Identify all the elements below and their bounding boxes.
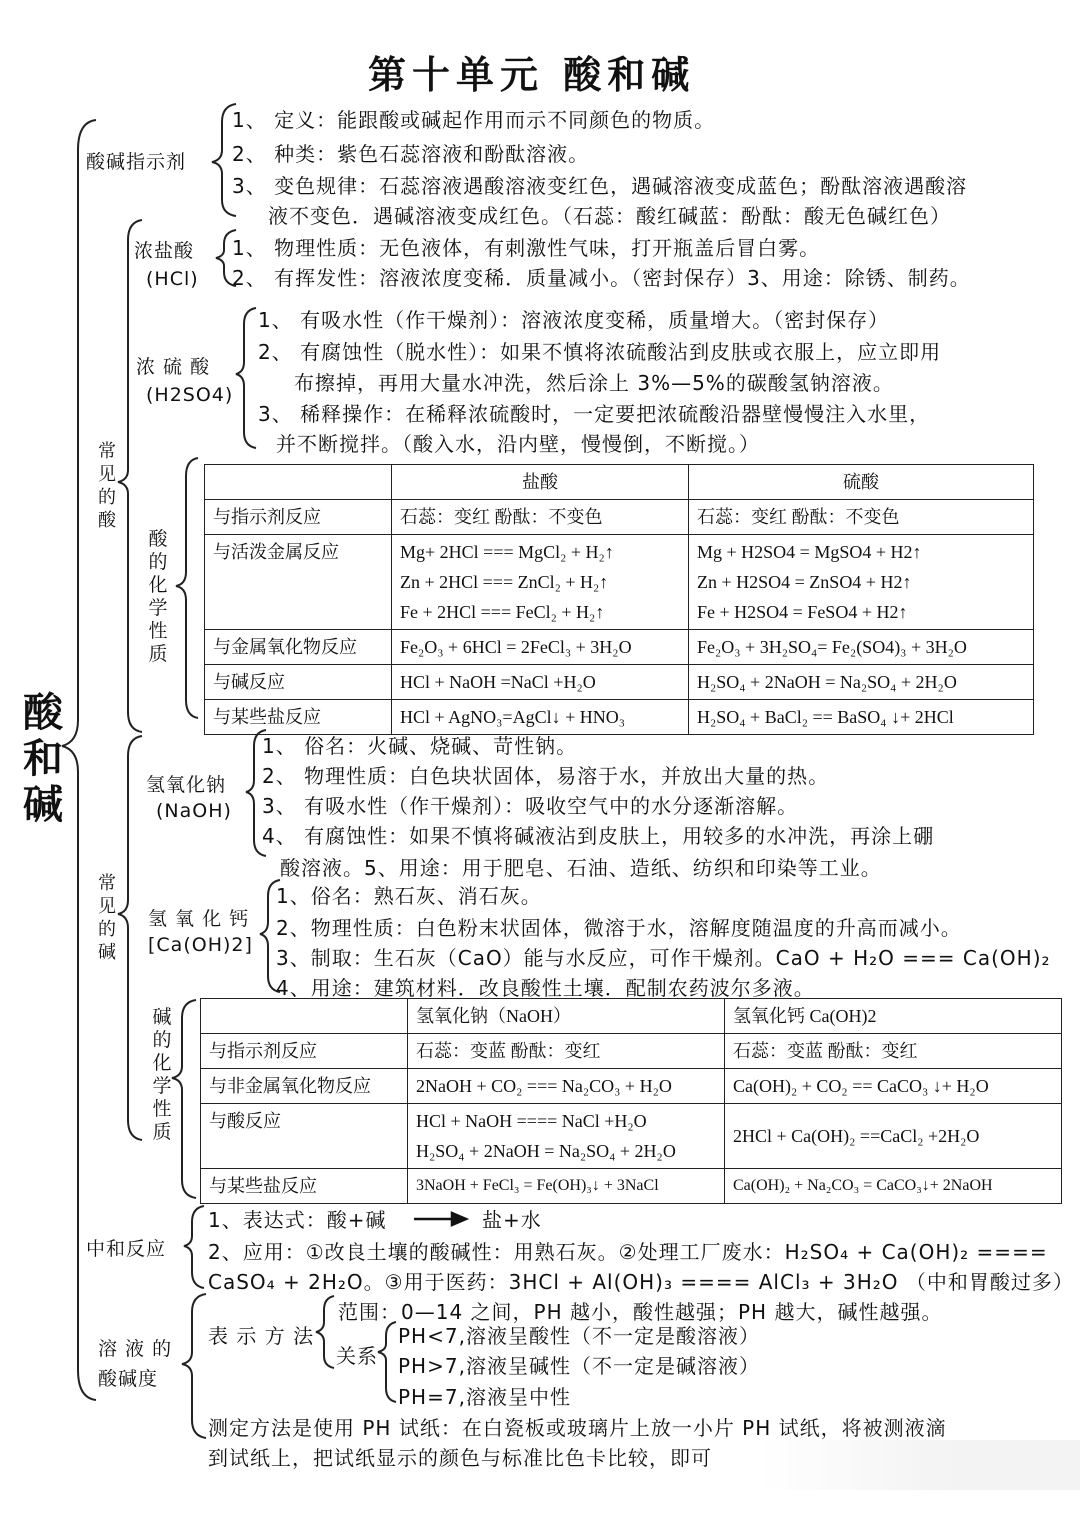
acid-chem-label: 酸的化学性质 bbox=[148, 528, 168, 665]
table-row bbox=[205, 500, 1034, 535]
h2so4-line: 2、 有腐蚀性（脱水性）：如果不慎将浓硫酸沾到皮肤或衣服上，应立即用 bbox=[258, 340, 942, 364]
table-cell: 与碱反应 bbox=[205, 665, 392, 700]
table-cell: 与某些盐反应 bbox=[201, 1169, 408, 1204]
table-header-cell: 氢氧化钠（NaOH） bbox=[408, 999, 725, 1034]
table-cell: HCl + NaOH =NaCl +H₂O bbox=[392, 665, 689, 700]
indicator-label: 酸碱指示剂 bbox=[86, 151, 187, 173]
naoh-label: 氢氧化钠 bbox=[146, 774, 227, 796]
table-header-cell: 硫酸 bbox=[689, 465, 1034, 500]
acidity-label-2: 酸碱度 bbox=[98, 1368, 159, 1390]
naoh-line: 1、 俗名：火碱、烧碱、苛性钠。 bbox=[262, 734, 578, 758]
hcl-formula-label: (HCl) bbox=[146, 268, 199, 290]
table-header-row bbox=[201, 999, 1062, 1034]
hcl-label: 浓盐酸 bbox=[134, 240, 195, 262]
equation: HCl + NaOH ==== NaCl +H₂O bbox=[416, 1111, 647, 1131]
naoh-line: 4、 有腐蚀性：如果不慎将碱液沾到皮肤上，用较多的水冲洗，再涂上硼 bbox=[262, 824, 935, 848]
table-cell: Fe₂O₃ + 6HCl = 2FeCl₃ + 3H₂O bbox=[392, 630, 689, 665]
arrow-icon bbox=[414, 1213, 466, 1225]
equation: Fe + H2SO4 = FeSO4 + H2↑ bbox=[697, 602, 908, 622]
h2so4-line: 并不断搅拌。（酸入水，沿内壁，慢慢倒，不断搅。） bbox=[276, 432, 760, 456]
root-label: 酸和碱 bbox=[23, 690, 63, 828]
table-cell bbox=[689, 535, 1034, 630]
naoh-line: 2、 物理性质：白色块状固体，易溶于水，并放出大量的热。 bbox=[262, 764, 830, 788]
table-row bbox=[201, 1104, 1062, 1169]
neutralization-line: CaSO₄ + 2H₂O。③用于医药：3HCl + Al(OH)₃ ==== AlCl₃ + 3H₂O （中和胃酸过多） bbox=[208, 1270, 1074, 1294]
watermark-blur bbox=[760, 1440, 1080, 1490]
page-title: 第十单元 酸和碱 bbox=[368, 53, 696, 97]
caoh2-line: 4、用途：建筑材料．改良酸性土壤．配制农药波尔多液。 bbox=[276, 976, 815, 1000]
table-row bbox=[201, 1069, 1062, 1104]
table-cell: 与活泼金属反应 bbox=[205, 535, 392, 630]
table-header-cell: 氢氧化钙 Ca(OH)2 bbox=[725, 999, 1062, 1034]
table-header-row bbox=[205, 465, 1034, 500]
relation-line: PH>7,溶液呈碱性（不一定是碱溶液） bbox=[398, 1354, 760, 1378]
measure-line: 到试纸上，把试纸显示的颜色与标准比色卡比较，即可 bbox=[208, 1446, 712, 1470]
common-acids-label: 常见的酸 bbox=[98, 441, 116, 531]
table-cell: 石蕊：变红 酚酞：不变色 bbox=[689, 500, 1034, 535]
caoh2-line: 2、物理性质：白色粉末状固体，微溶于水，溶解度随温度的升高而减小。 bbox=[276, 916, 962, 940]
table-cell: 与指示剂反应 bbox=[205, 500, 392, 535]
table-cell: 石蕊：变蓝 酚酞：变红 bbox=[408, 1034, 725, 1069]
range-line: 范围：0—14 之间，PH 越小，酸性越强；PH 越大，碱性越强。 bbox=[338, 1300, 943, 1324]
caoh2-line: 1、俗名：熟石灰、消石灰。 bbox=[276, 884, 542, 908]
table-cell: 与非金属氧化物反应 bbox=[201, 1069, 408, 1104]
caoh2-label: 氢 氧 化 钙 bbox=[148, 908, 250, 930]
hcl-line: 1、 物理性质：无色液体，有刺激性气味，打开瓶盖后冒白雾。 bbox=[232, 236, 821, 260]
table-cell: Ca(OH)₂ + CO₂ == CaCO₃ ↓+ H₂O bbox=[725, 1069, 1062, 1104]
table-header-cell: 盐酸 bbox=[392, 465, 689, 500]
table-header-cell bbox=[201, 999, 408, 1034]
naoh-line: 3、 有吸水性（作干燥剂）：吸收空气中的水分逐渐溶解。 bbox=[262, 794, 799, 818]
h2so4-formula-label: (H2SO4) bbox=[146, 384, 234, 406]
table-row bbox=[205, 665, 1034, 700]
table-header-cell bbox=[205, 465, 392, 500]
table-cell bbox=[408, 1104, 725, 1169]
table-row bbox=[205, 535, 1034, 630]
relation-line: PH<7,溶液呈酸性（不一定是酸溶液） bbox=[398, 1324, 760, 1348]
neutralization-line: 盐+水 bbox=[482, 1208, 542, 1232]
table-cell: H₂SO₄ + 2NaOH = Na₂SO₄ + 2H₂O bbox=[689, 665, 1034, 700]
table-cell: Fe₂O₃ + 3H₂SO₄= Fe₂(SO4)₃ + 3H₂O bbox=[689, 630, 1034, 665]
table-cell: H₂SO₄ + BaCl₂ == BaSO₄ ↓+ 2HCl bbox=[689, 700, 1034, 735]
measure-line: 测定方法是使用 PH 试纸：在白瓷板或玻璃片上放一小片 PH 试纸，将被测液滴 bbox=[208, 1416, 947, 1440]
equation: Zn + 2HCl === ZnCl₂ + H₂↑ bbox=[400, 572, 609, 592]
table-cell: HCl + AgNO₃=AgCl↓ + HNO₃ bbox=[392, 700, 689, 735]
table-cell: 与金属氧化物反应 bbox=[205, 630, 392, 665]
indicator-line: 3、 变色规律：石蕊溶液遇酸溶液变红色，遇碱溶液变成蓝色；酚酞溶液遇酸溶 bbox=[232, 174, 968, 198]
neutralization-label: 中和反应 bbox=[86, 1238, 167, 1260]
h2so4-line: 1、 有吸水性（作干燥剂）：溶液浓度变稀，质量增大。（密封保存） bbox=[258, 308, 890, 332]
table-cell bbox=[392, 535, 689, 630]
base-table bbox=[200, 998, 1062, 1204]
h2so4-label: 浓 硫 酸 bbox=[136, 356, 211, 378]
indicator-line: 2、 种类：紫色石蕊溶液和酚酞溶液。 bbox=[232, 142, 590, 166]
method-label: 表 示 方 法 bbox=[208, 1324, 315, 1348]
table-row bbox=[201, 1034, 1062, 1069]
relation-line: PH=7,溶液呈中性 bbox=[398, 1385, 571, 1409]
h2so4-line: 布擦掉，再用大量水冲洗，然后涂上 3%—5%的碳酸氢钠溶液。 bbox=[294, 371, 894, 395]
naoh-line: 酸溶液。5、用途：用于肥皂、石油、造纸、纺织和印染等工业。 bbox=[280, 856, 882, 880]
equation: Mg+ 2HCl === MgCl₂ + H₂↑ bbox=[400, 542, 614, 562]
naoh-formula-label: (NaOH) bbox=[156, 800, 232, 822]
equation: H₂SO₄ + 2NaOH = Na₂SO₄ + 2H₂O bbox=[416, 1141, 676, 1161]
indicator-line: 液不变色．遇碱溶液变成红色。（石蕊：酸红碱蓝：酚酞：酸无色碱红色） bbox=[268, 204, 951, 228]
table-cell: 与酸反应 bbox=[201, 1104, 408, 1169]
table-cell: 与某些盐反应 bbox=[205, 700, 392, 735]
h2so4-line: 3、 稀释操作：在稀释浓硫酸时，一定要把浓硫酸沿器壁慢慢注入水里， bbox=[258, 402, 931, 426]
caoh2-line: 3、制取：生石灰（CaO）能与水反应，可作干燥剂。CaO + H₂O === Ca(OH)₂ bbox=[276, 946, 1051, 970]
table-cell: 3NaOH + FeCl₃ = Fe(OH)₃↓ + 3NaCl bbox=[408, 1169, 725, 1204]
equation: Fe + 2HCl === FeCl₂ + H₂↑ bbox=[400, 602, 605, 622]
equation: Mg + H2SO4 = MgSO4 + H2↑ bbox=[697, 542, 922, 562]
table-row bbox=[201, 1169, 1062, 1204]
table-row bbox=[205, 630, 1034, 665]
table-cell: 石蕊：变蓝 酚酞：变红 bbox=[725, 1034, 1062, 1069]
hcl-line: 2、 有挥发性：溶液浓度变稀．质量减小。（密封保存）3、用途：除锈、制药。 bbox=[232, 266, 971, 290]
table-cell: Ca(OH)₂ + Na₂CO₃ = CaCO₃↓+ 2NaOH bbox=[725, 1169, 1062, 1204]
indicator-line: 1、 定义：能跟酸或碱起作用而示不同颜色的物质。 bbox=[232, 108, 716, 132]
acidity-label: 溶 液 的 bbox=[98, 1338, 173, 1360]
caoh2-formula-label: [Ca(OH)2] bbox=[148, 934, 253, 956]
table-cell: 石蕊：变红 酚酞：不变色 bbox=[392, 500, 689, 535]
acid-table bbox=[204, 464, 1034, 735]
common-bases-label: 常见的碱 bbox=[98, 873, 116, 963]
neutralization-line: 2、应用：①改良土壤的酸碱性：用熟石灰。②处理工厂废水：H₂SO₄ + Ca(OH)₂ ==== bbox=[208, 1240, 1048, 1264]
equation: Zn + H2SO4 = ZnSO4 + H2↑ bbox=[697, 572, 912, 592]
relation-label: 关系 bbox=[336, 1344, 378, 1368]
base-chem-label: 碱的化学性质 bbox=[152, 1006, 172, 1143]
table-cell: 2NaOH + CO₂ === Na₂CO₃ + H₂O bbox=[408, 1069, 725, 1104]
table-cell: 2HCl + Ca(OH)₂ ==CaCl₂ +2H₂O bbox=[725, 1104, 1062, 1169]
table-cell: 与指示剂反应 bbox=[201, 1034, 408, 1069]
neutralization-line: 1、表达式：酸+碱 bbox=[208, 1208, 387, 1232]
